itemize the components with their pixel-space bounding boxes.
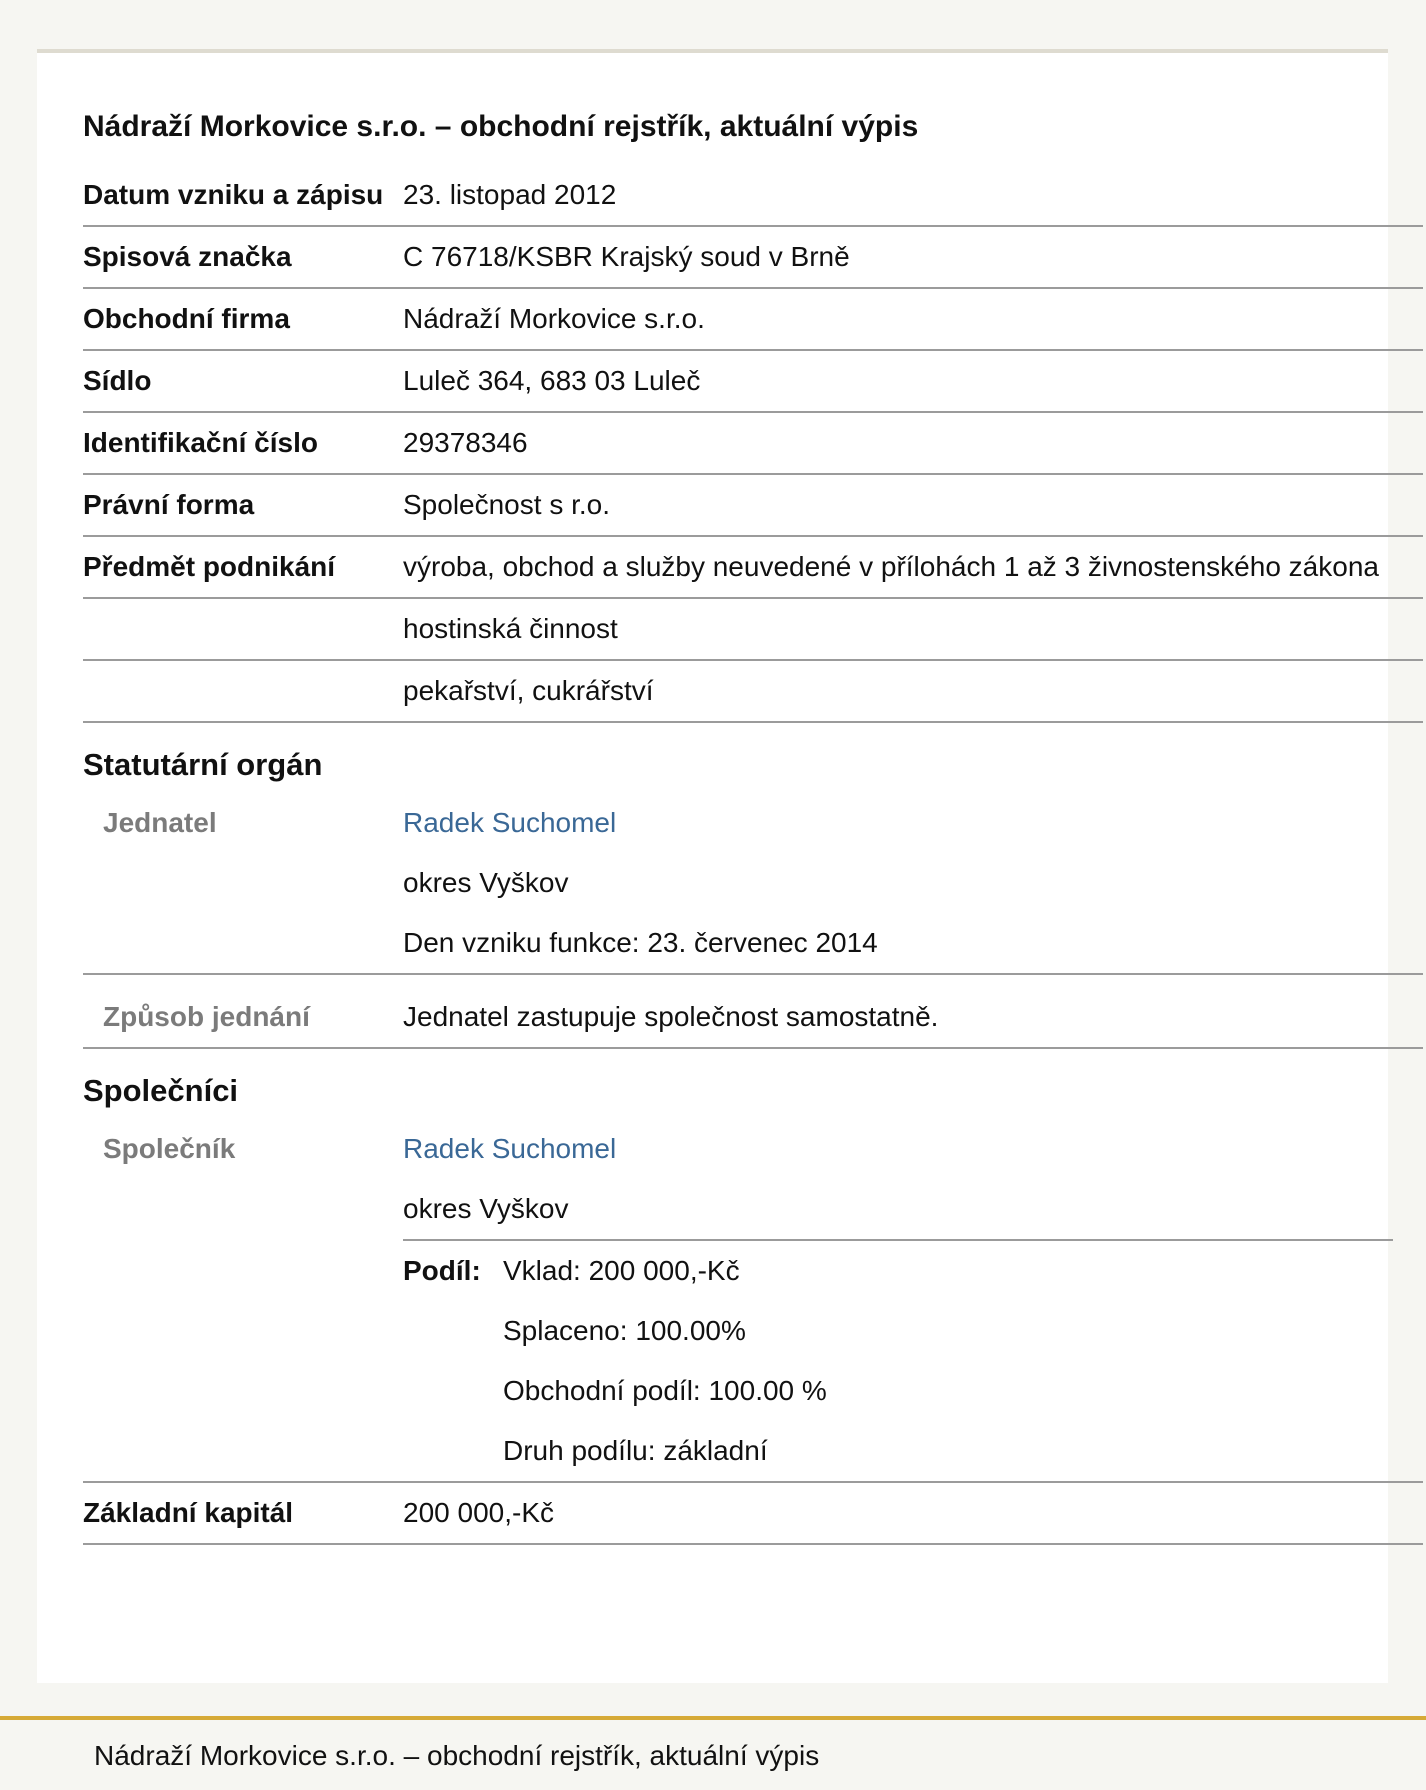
row-label: Spisová značka	[83, 241, 292, 272]
row-value: Společnost s r.o.	[403, 489, 611, 520]
section-statutarni-organ: Statutární orgán	[83, 747, 323, 782]
row-label: Základní kapitál	[83, 1497, 294, 1528]
row-obchodni-firma	[83, 289, 1423, 351]
row-label: Sídlo	[83, 365, 152, 396]
row-datum-vzniku	[83, 165, 1423, 227]
row-pravni-forma	[83, 475, 1423, 537]
row-label: Obchodní firma	[83, 303, 290, 334]
row-spolecnik	[83, 1119, 1423, 1483]
jednatel-link[interactable]: Radek Suchomel	[403, 807, 617, 838]
row-sidlo	[83, 351, 1423, 413]
row-label: Předmět podnikání	[83, 551, 336, 582]
podil-label: Podíl:	[403, 1255, 481, 1286]
podil-values	[503, 1241, 827, 1481]
row-label: Datum vzniku a zápisu	[83, 179, 384, 210]
row-predmet-podnikani-2	[83, 599, 1423, 661]
row-label: Společník	[103, 1133, 236, 1164]
row-ico	[83, 413, 1423, 475]
row-value: Jednatel zastupuje společnost samostatně.	[403, 1001, 939, 1032]
row-label: Identifikační číslo	[83, 427, 318, 458]
section-spolecnici: Společníci	[83, 1073, 239, 1108]
podil-obchodni: Obchodní podíl: 100.00 %	[503, 1375, 827, 1406]
row-label: Jednatel	[103, 807, 217, 838]
jednatel-vznik-funkce: Den vzniku funkce: 23. červenec 2014	[403, 927, 878, 958]
footer-divider	[0, 1716, 1426, 1720]
record-card	[37, 49, 1388, 1683]
footer-title: Nádraží Morkovice s.r.o. – obchodní rejstřík, aktuální výpis	[94, 1740, 820, 1771]
row-zakladni-kapital	[83, 1483, 1423, 1545]
page-title: Nádraží Morkovice s.r.o. – obchodní rejstřík, aktuální výpis	[83, 110, 919, 143]
record-content	[83, 101, 1423, 1545]
row-value: 29378346	[403, 427, 528, 458]
podil-splaceno: Splaceno: 100.00%	[503, 1315, 746, 1346]
podil-block	[403, 1239, 1393, 1481]
row-zpusob-jednani	[83, 975, 1423, 1049]
row-value: výroba, obchod a služby neuvedené v přílohách 1 až 3 živnostenského zákona	[403, 551, 1379, 582]
row-value: 200 000,-Kč	[403, 1497, 554, 1528]
row-value: Luleč 364, 683 03 Luleč	[403, 365, 701, 396]
row-predmet-podnikani-3	[83, 661, 1423, 723]
row-value: hostinská činnost	[403, 613, 618, 644]
jednatel-okres: okres Vyškov	[403, 867, 569, 898]
row-value: pekařství, cukrářství	[403, 675, 654, 706]
row-value	[403, 793, 1423, 973]
row-label: Způsob jednání	[103, 1001, 310, 1032]
row-label: Právní forma	[83, 489, 255, 520]
spolecnik-link[interactable]: Radek Suchomel	[403, 1133, 617, 1164]
podil-vklad: Vklad: 200 000,-Kč	[503, 1255, 740, 1286]
row-value: C 76718/KSBR Krajský soud v Brně	[403, 241, 850, 272]
row-value	[403, 1119, 1423, 1481]
row-spisova-znacka	[83, 227, 1423, 289]
row-jednatel	[83, 793, 1423, 975]
row-value: Nádraží Morkovice s.r.o.	[403, 303, 705, 334]
podil-druh: Druh podílu: základní	[503, 1435, 768, 1466]
row-predmet-podnikani	[83, 537, 1423, 599]
spolecnik-okres: okres Vyškov	[403, 1193, 569, 1224]
row-value: 23. listopad 2012	[403, 179, 617, 210]
